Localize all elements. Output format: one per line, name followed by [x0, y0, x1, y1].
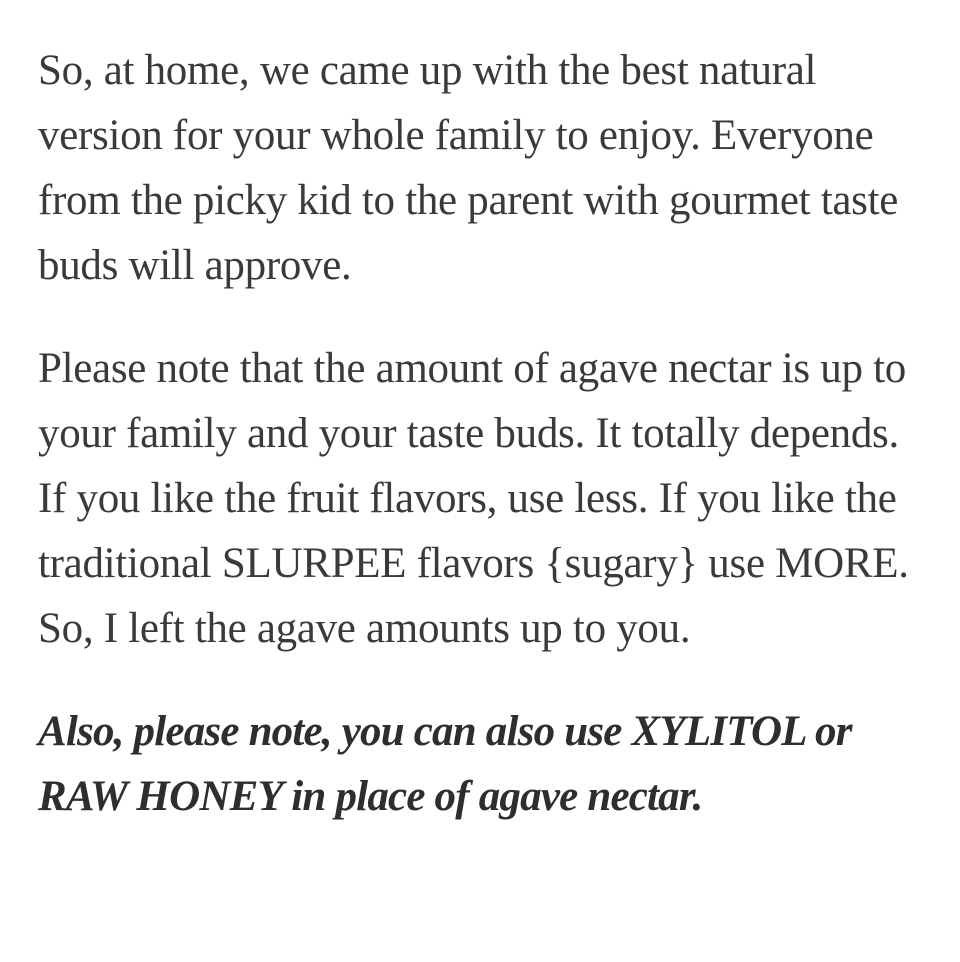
agave-note-paragraph: Please note that the amount of agave nectar is up to your family and your taste buds. It totally depends. If you like the fruit flavors, use less. If you like the traditional SLURPEE flavors {sugary} use MORE. So, I left the agave amounts up to you.: [38, 345, 909, 652]
intro-paragraph: So, at home, we came up with the best natural version for your whole family to enjoy. Everyone from the picky kid to the parent with gourmet taste buds will approve.: [38, 47, 899, 289]
substitution-note: Also, please note, you can also use XYLITOL or RAW HONEY in place of agave nectar.: [38, 708, 852, 820]
